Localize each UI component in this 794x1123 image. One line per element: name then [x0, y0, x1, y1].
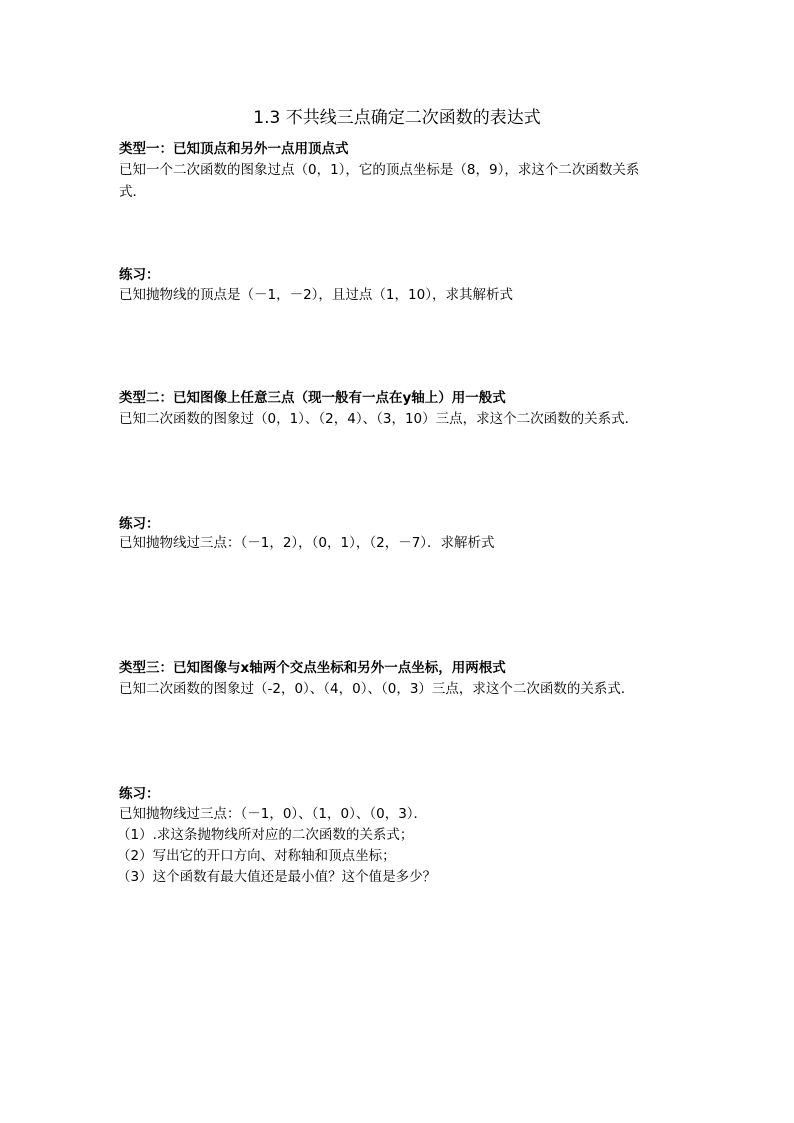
practice3-intro: 已知抛物线过三点：（－1，0）、（1，0）、（0，3）． [119, 806, 428, 822]
type1-problem-line1: 已知一个二次函数的图象过点（0，1），它的顶点坐标是（8，9），求这个二次函数关系 [119, 162, 640, 178]
page-title: 1.3 不共线三点确定二次函数的表达式 [253, 108, 541, 128]
practice2-label: 练习： [119, 516, 160, 532]
practice3-label: 练习： [119, 786, 160, 802]
type2-heading: 类型二：已知图像上任意三点（现一般有一点在y轴上）用一般式 [119, 390, 506, 406]
type3-problem: 已知二次函数的图象过（-2，0）、（4，0）、（0，3）三点，求这个二次函数的关系式． [119, 681, 635, 697]
practice1-text: 已知抛物线的顶点是（－1，－2），且过点（1，10），求其解析式 [119, 287, 513, 303]
practice1-label: 练习： [119, 267, 160, 283]
type1-heading: 类型一：已知顶点和另外一点用顶点式 [119, 141, 349, 157]
practice3-item: （1）.求这条抛物线所对应的二次函数的关系式； [117, 827, 414, 843]
practice2-text: 已知抛物线过三点：（－1，2），（0，1），（2，－7）．求解析式 [119, 535, 495, 551]
type3-heading: 类型三：已知图像与x轴两个交点坐标和另外一点坐标，用两根式 [119, 660, 506, 676]
practice3-item: （3）这个函数有最大值还是最小值？这个值是多少？ [117, 869, 437, 885]
type1-problem-line2: 式． [119, 184, 146, 200]
practice3-item: （2）写出它的开口方向、对称轴和顶点坐标； [117, 848, 396, 864]
type2-problem: 已知二次函数的图象过（0，1）、（2，4）、（3，10）三点，求这个二次函数的关系式． [119, 411, 639, 427]
